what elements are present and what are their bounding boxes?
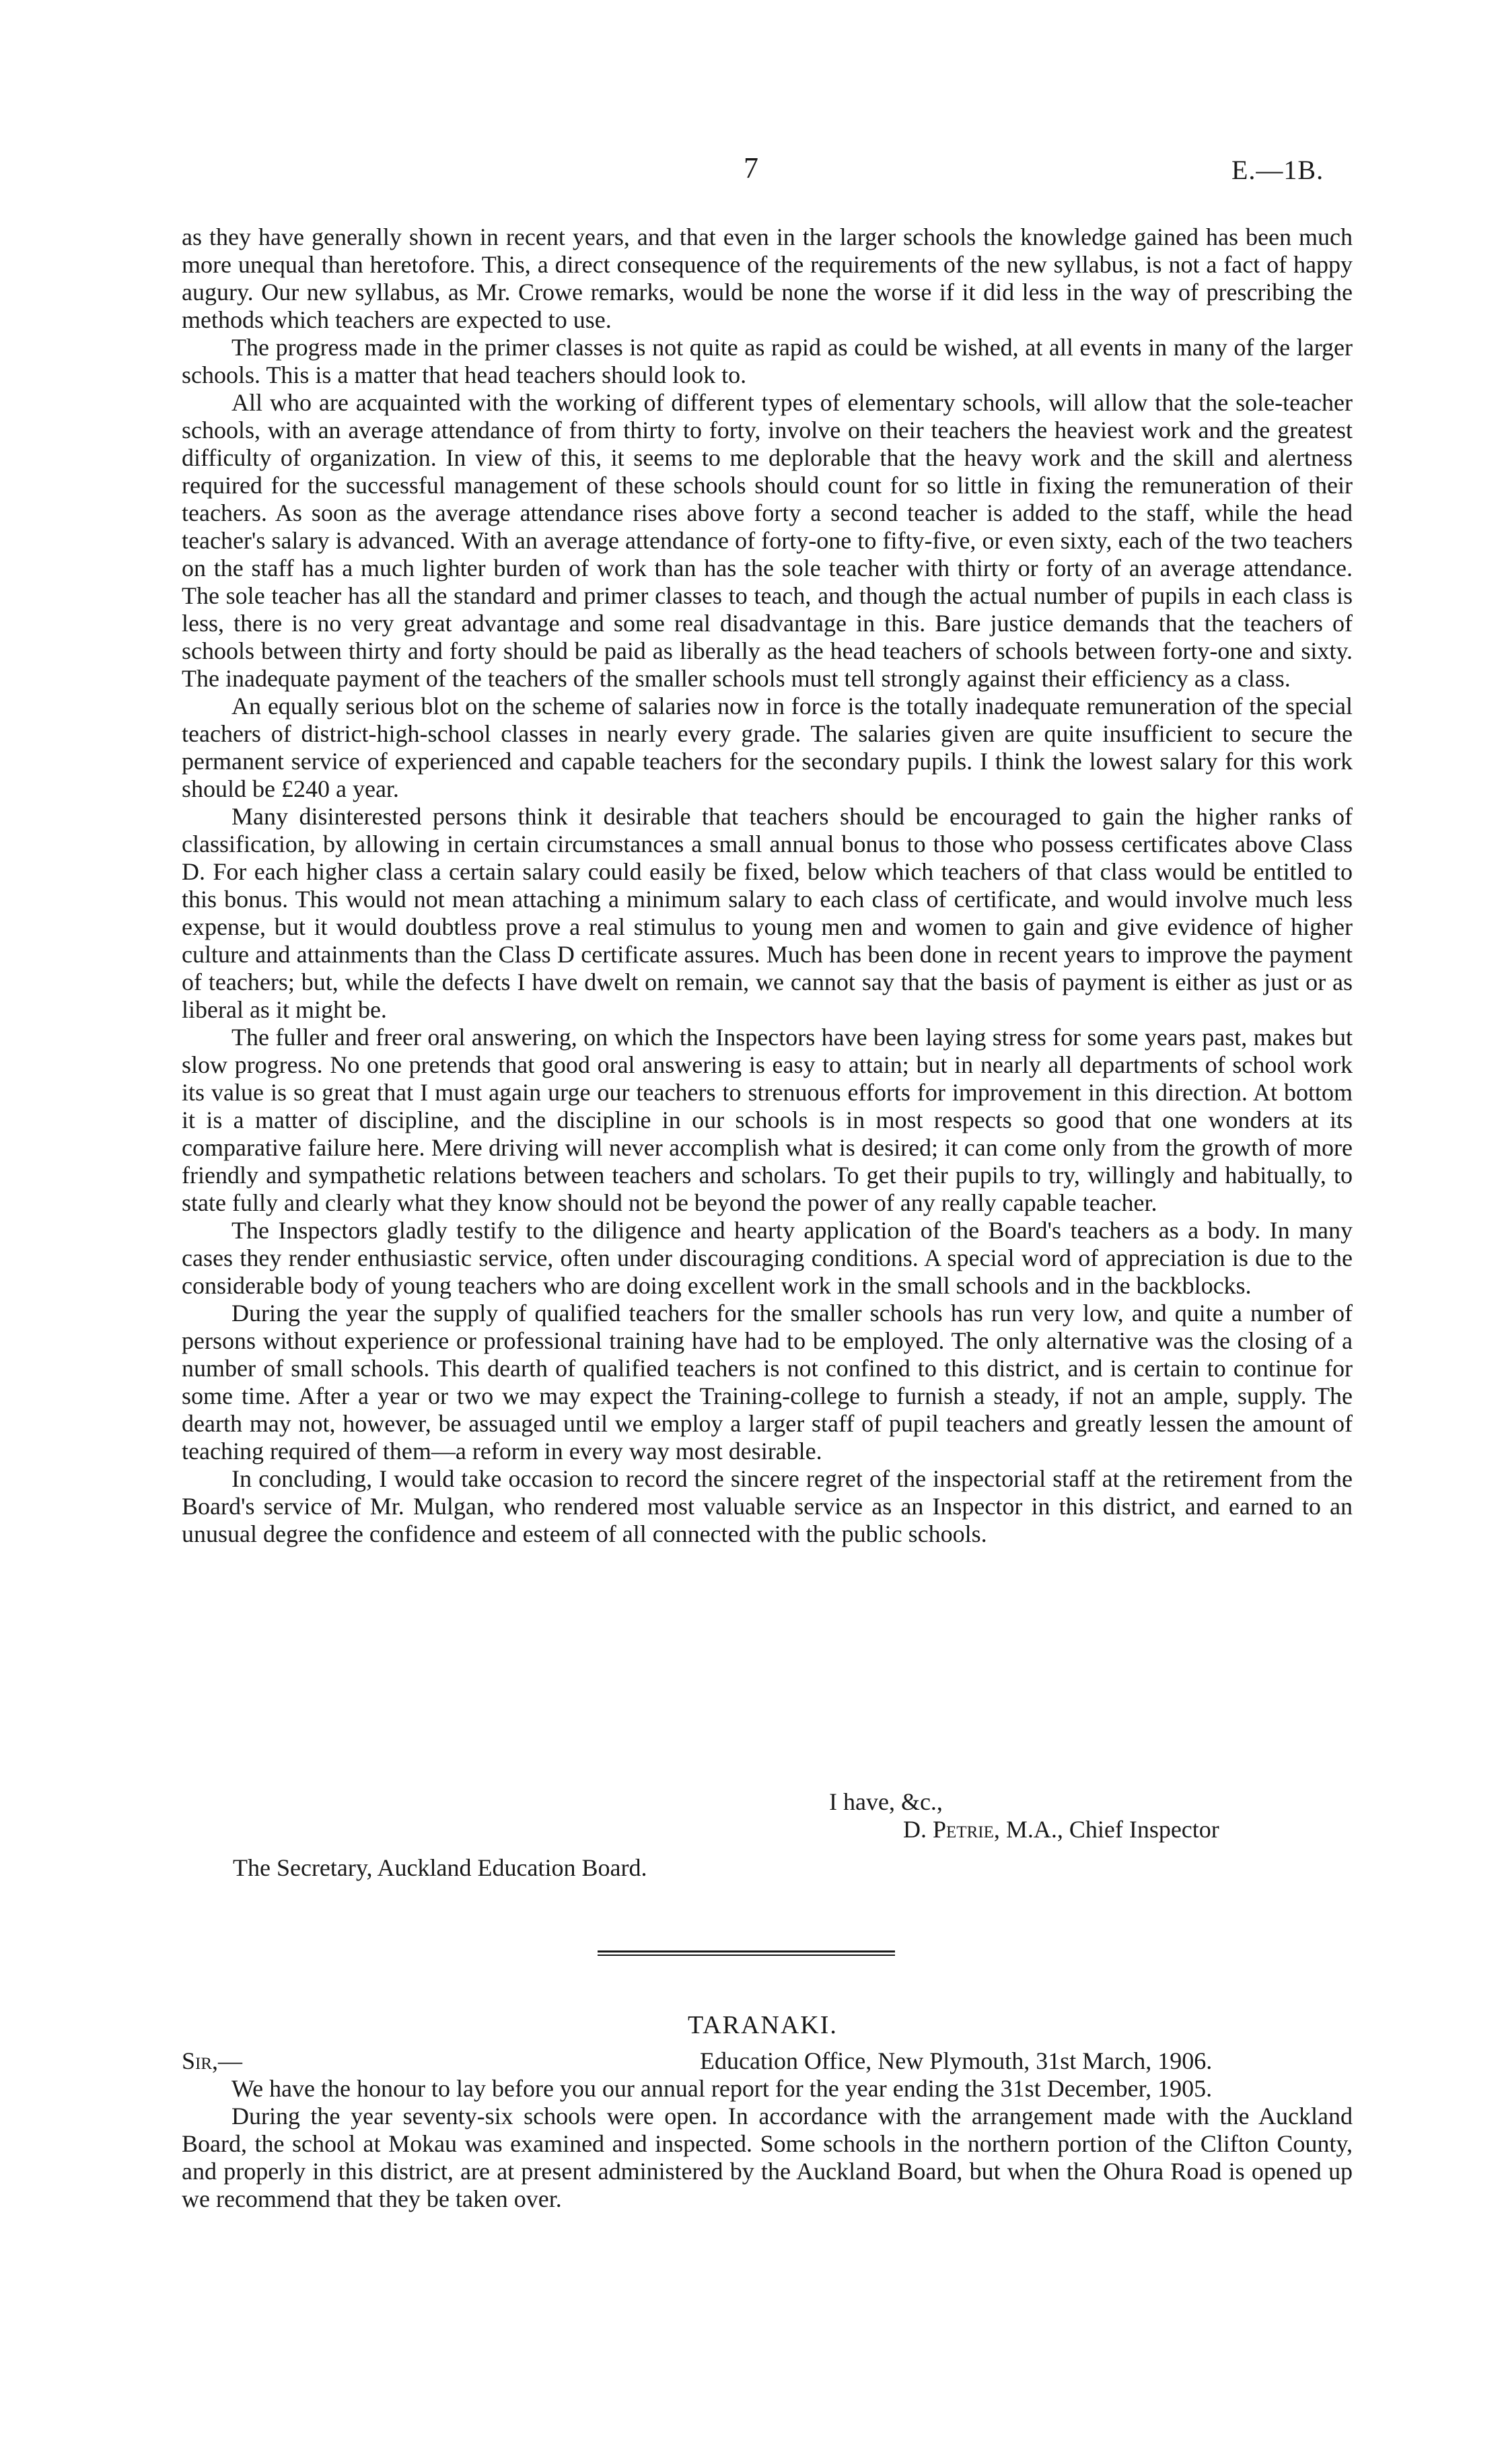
paragraph: We have the honour to lay before you our annual report for the year ending the 31st December, 1905.: [231, 2075, 1213, 2102]
paragraph: During the year seventy-six schools were open. In accordance with the arrangement made with the Auckland Board, the school at Mokau was examined and inspected. Some schools in the northern portion of the Clifton County, and properly in this district, are at present administered by the Auckland Board, but when the Ohura Road is opened up we recommend that they be taken over.: [182, 2103, 1353, 2212]
paragraph: An equally serious blot on the scheme of salaries now in force is the totally inadequate remuneration of the special teachers of district-high-school classes in nearly every grade. The salaries given are quite insufficient to secure the permanent service of experienced and capable teachers for the secondary pupils. I think the lowest salary for this work should be £240 a year.: [182, 693, 1353, 802]
page-number: 7: [744, 151, 758, 184]
section-divider: [598, 1950, 895, 1956]
closing-line: I have, &c.,: [829, 1788, 943, 1815]
paragraph: Many disinterested persons think it desirable that teachers should be encouraged to gain the higher ranks of classification, by allowing in certain circumstances a small annual bonus to those who possess certificates above Class D. For each higher class a certain salary could easily be fixed, below which teachers of that class would be entitled to this bonus. This would not mean attaching a minimum salary to each class of certificate, and would involve much less expense, but it would doubtless prove a real stimulus to young men and women to gain and give evidence of higher culture and attainments than the Class D certificate assures. Much has been done in recent years to improve the payment of teachers; but, while the defects I have dwelt on remain, we cannot say that the basis of payment is either as just or as liberal as it might be.: [182, 803, 1353, 1023]
report-body-taranaki: [182, 2075, 1353, 2213]
paragraph: as they have generally shown in recent years, and that even in the larger schools the knowledge gained has been much more unequal than heretofore. This, a direct consequence of the requirements of the new syllabus, is not a fact of happy augury. Our new syllabus, as Mr. Crowe remarks, would be none the worse if it did less in the way of prescribing the methods which teachers are expected to use.: [182, 223, 1353, 333]
addressee-line: The Secretary, Auckland Education Board.: [233, 1854, 647, 1881]
paragraph: The fuller and freer oral answering, on which the Inspectors have been laying stress for some years past, makes but slow progress. No one pretends that good oral answering is easy to attain; but in nearly all departments of school work its value is so great that I must again urge our teachers to strenuous efforts for improvement in this direction. At bottom it is a matter of discipline, and the discipline in our schools is in most respects so good that one wonders at its comparative failure here. Mere driving will never accomplish what is desired; it can come only from the growth of more friendly and sympathetic relations between teachers and scholars. To get their pupils to try, willingly and habitually, to state fully and clearly what they know should not be beyond the power of any really capable teacher.: [182, 1024, 1353, 1216]
signatory-surname: Petrie: [933, 1816, 994, 1843]
signatory-title: , M.A., Chief Inspector: [993, 1816, 1219, 1843]
paragraph: In concluding, I would take occasion to record the sincere regret of the inspectorial staff at the retirement from the Board's service of Mr. Mulgan, who rendered most valuable service as an Inspector in this district, and earned to an unusual degree the confidence and esteem of all connected with the public schools.: [182, 1465, 1353, 1547]
section-heading: TARANAKI.: [688, 2011, 838, 2039]
salutation: Sir,—: [182, 2047, 243, 2074]
report-body-auckland: [182, 223, 1353, 1548]
paragraph: During the year the supply of qualified teachers for the smaller schools has run very low, and quite a number of persons without experience or professional training have had to be employed. The only alternative was the closing of a number of small schools. This dearth of qualified teachers is not confined to this district, and is certain to continue for some time. After a year or two we may expect the Training-college to furnish a steady, if not an ample, supply. The dearth may not, however, be assuaged until we employ a larger staff of pupil teachers and greatly lessen the amount of teaching required of them—a reform in every way most desirable.: [182, 1300, 1353, 1465]
paragraph: The Inspectors gladly testify to the diligence and hearty application of the Board's teachers as a body. In many cases they render enthusiastic service, often under discouraging conditions. A special word of appreciation is due to the considerable body of young teachers who are doing excellent work in the small schools and in the backblocks.: [182, 1217, 1353, 1299]
document-reference: E.—1B.: [1231, 155, 1324, 185]
dateline: Education Office, New Plymouth, 31st March, 1906.: [700, 2047, 1213, 2074]
paragraph: The progress made in the primer classes is not quite as rapid as could be wished, at all events in many of the larger schools. This is a matter that head teachers should look to.: [182, 334, 1353, 388]
paragraph: All who are acquainted with the working of different types of elementary schools, will allow that the sole-teacher schools, with an average attendance of from thirty to forty, involve on their teachers the heaviest work and the greatest difficulty of organization. In view of this, it seems to me deplorable that the heavy work and the skill and alertness required for the successful management of these schools should count for so little in fixing the remuneration of their teachers. As soon as the average attendance rises above forty a second teacher is added to the staff, while the head teacher's salary is advanced. With an average attendance of forty-one to fifty-five, or even sixty, each of the two teachers on the staff has a much lighter burden of work than has the sole teacher with thirty or forty of an average attendance. The sole teacher has all the standard and primer classes to teach, and though the actual number of pupils in each class is less, there is no very great advantage and some real disadvantage in this. Bare justice demands that the teachers of schools between thirty and forty should be paid as liberally as the head teachers of schools between forty-one and sixty. The inadequate payment of the teachers of the smaller schools must tell strongly against their efficiency as a class.: [182, 389, 1353, 692]
signatory-initial: D.: [903, 1816, 933, 1843]
signatory-name: [903, 1816, 1219, 1843]
